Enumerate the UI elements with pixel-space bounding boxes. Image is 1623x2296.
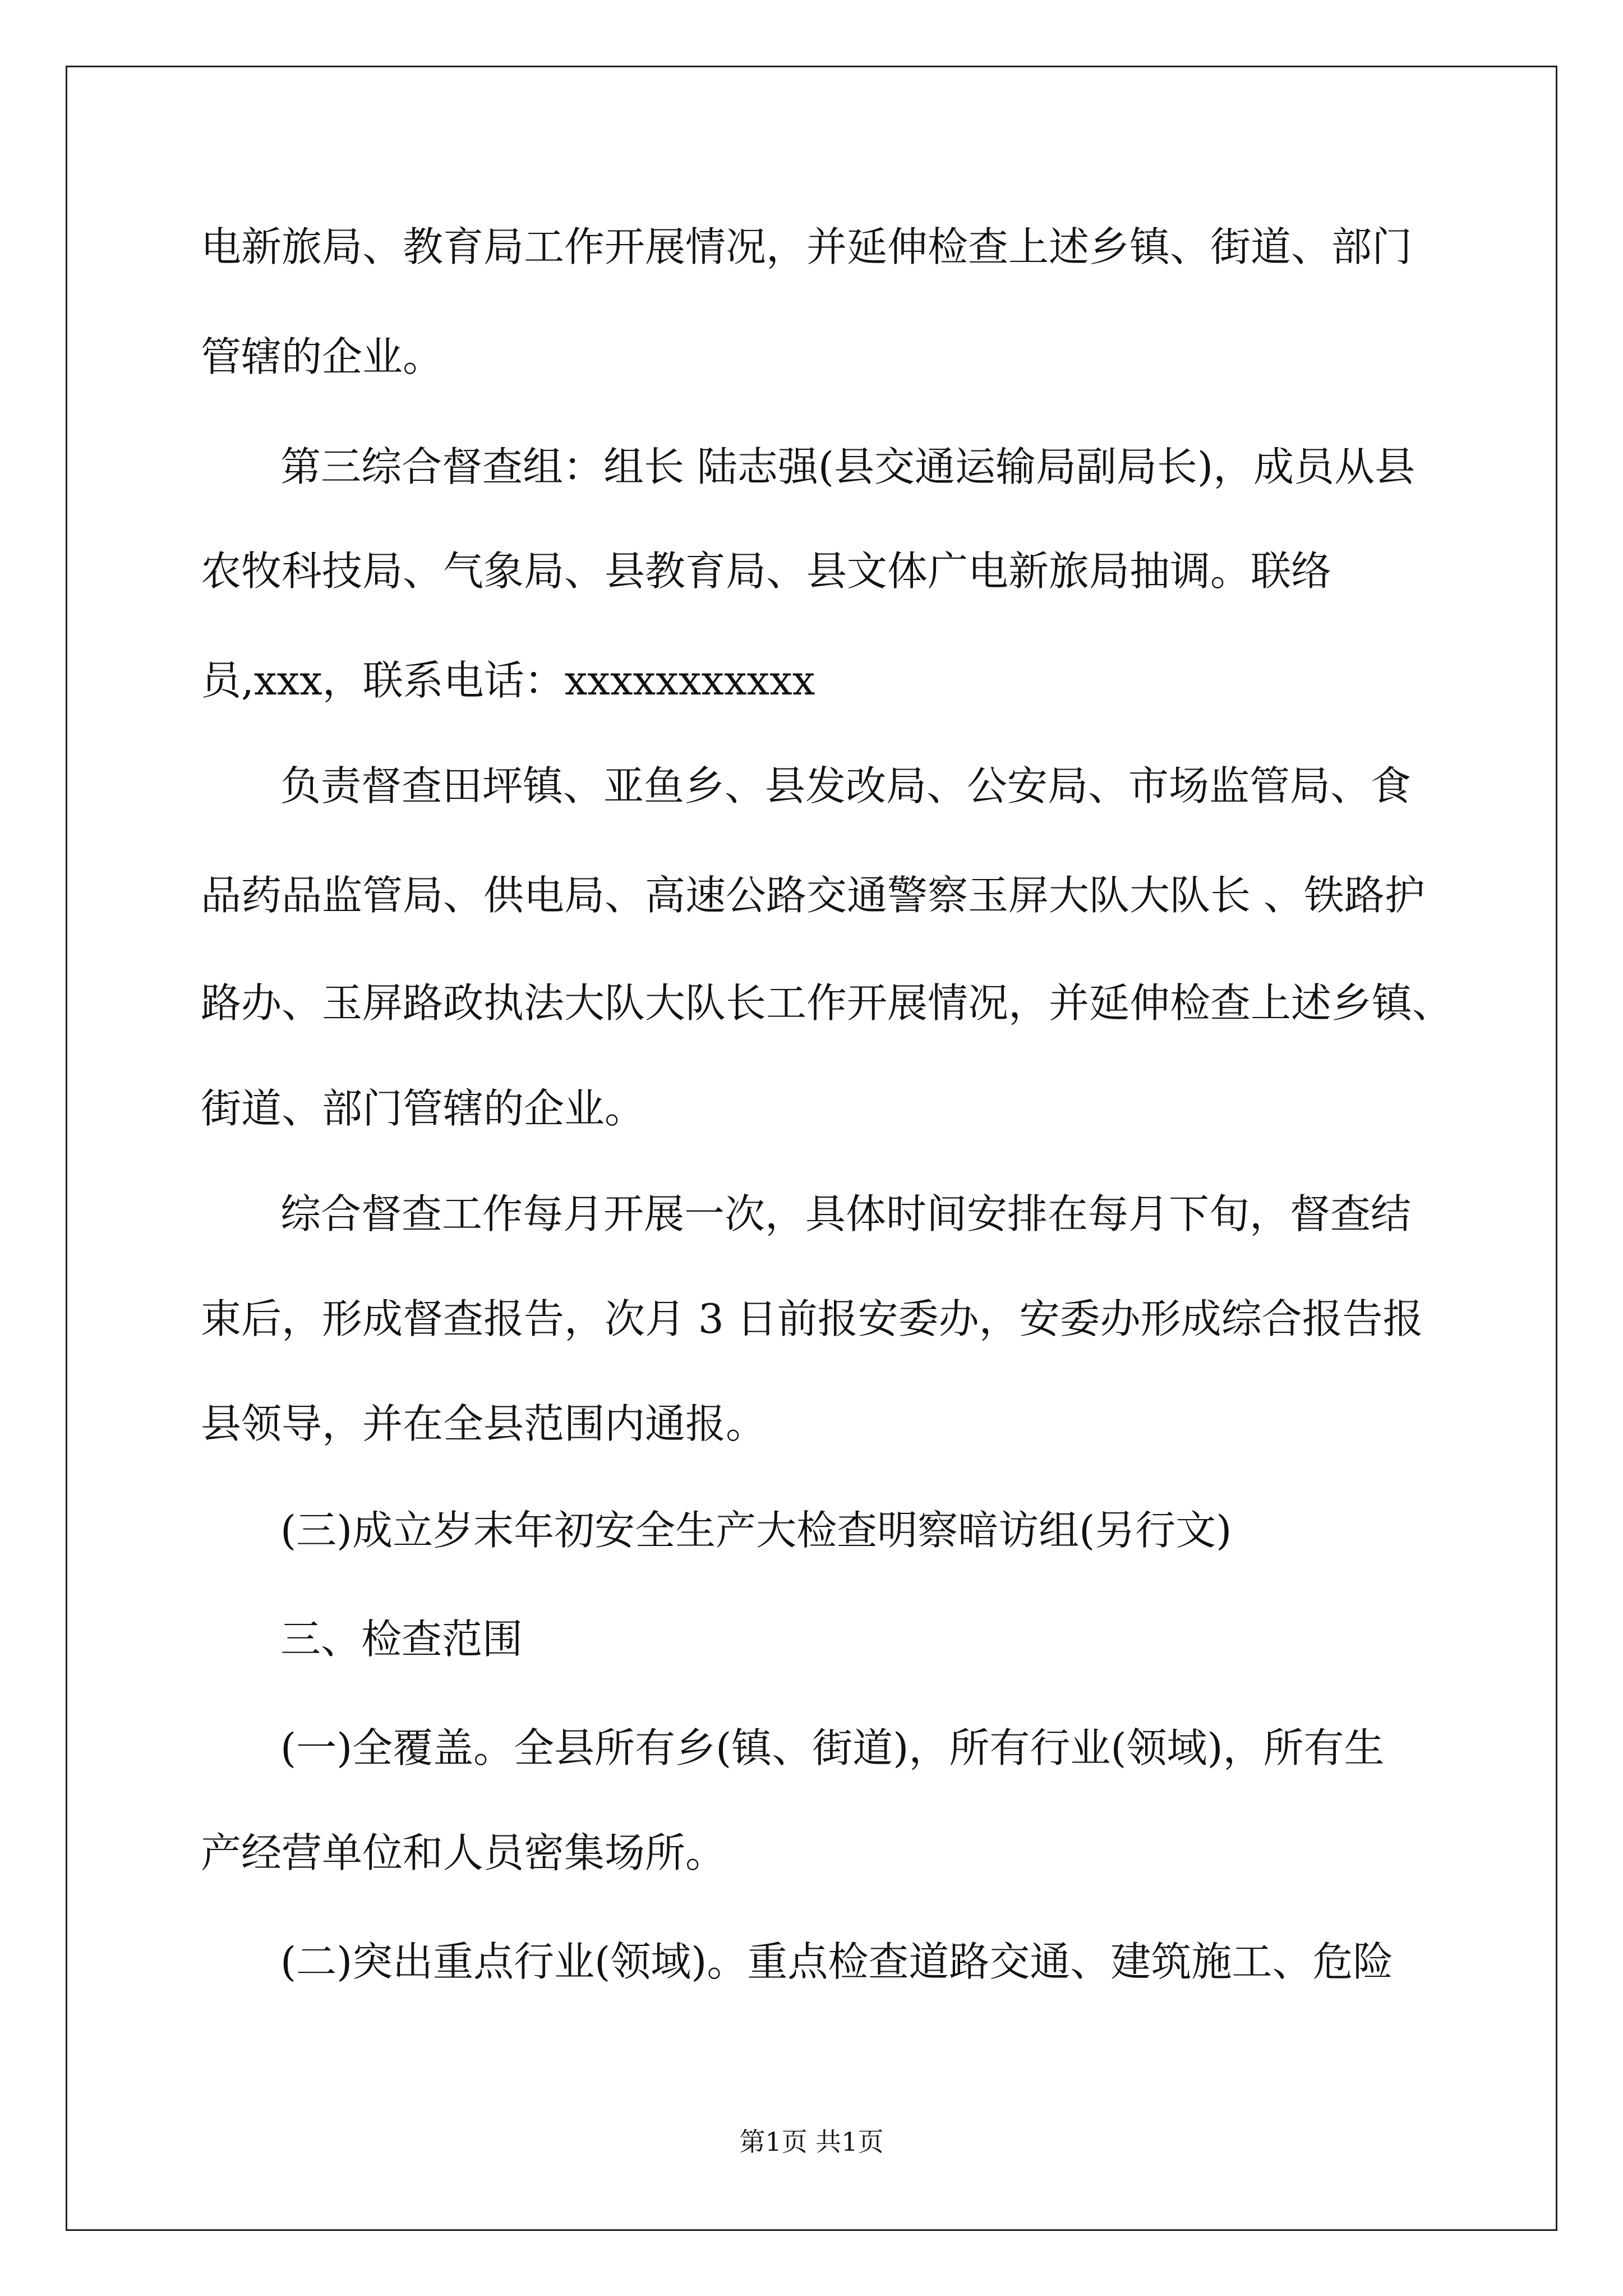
page-number-footer: 第1页 共1页	[739, 2127, 884, 2157]
text-line: 负责督查田坪镇、亚鱼乡、县发改局、公安局、市场监管局、食	[280, 762, 1412, 809]
text-line: 束后，形成督查报告，次月 3 日前报安委办，安委办形成综合报告报	[201, 1295, 1423, 1342]
text-line: 农牧科技局、气象局、县教育局、县文体广电新旅局抽调。联络	[201, 547, 1332, 595]
text-line: 员,xxx，联系电话：xxxxxxxxxxx	[201, 657, 815, 704]
text-line: 街道、部门管辖的企业。	[201, 1085, 645, 1132]
text-line: 县领导，并在全县范围内通报。	[201, 1400, 767, 1447]
text-line: 路办、玉屏路政执法大队大队长工作开展情况，并延伸检查上述乡镇、	[201, 979, 1453, 1027]
text-line: (一)全覆盖。全县所有乡(镇、街道)，所有行业(领域)，所有生	[280, 1724, 1385, 1772]
text-line: 第三综合督查组：组长 陆志强(县交通运输局副局长)，成员从县	[280, 443, 1415, 490]
text-line: (三)成立岁末年初安全生产大检查明察暗访组(另行文)	[280, 1507, 1232, 1554]
page-border	[66, 66, 1557, 2231]
text-line: 产经营单位和人员密集场所。	[201, 1829, 726, 1876]
text-line: 品药品监管局、供电局、高速公路交通警察玉屏大队大队长 、铁路护	[201, 872, 1425, 919]
text-line: 电新旅局、教育局工作开展情况，并延伸检查上述乡镇、街道、部门	[201, 223, 1413, 270]
text-line: 管辖的企业。	[201, 333, 444, 380]
text-line: (二)突出重点行业(领域)。重点检查道路交通、建筑施工、危险	[280, 1938, 1394, 1985]
text-line: 三、检查范围	[280, 1616, 523, 1663]
text-line: 综合督查工作每月开展一次，具体时间安排在每月下旬，督查结	[280, 1190, 1412, 1237]
